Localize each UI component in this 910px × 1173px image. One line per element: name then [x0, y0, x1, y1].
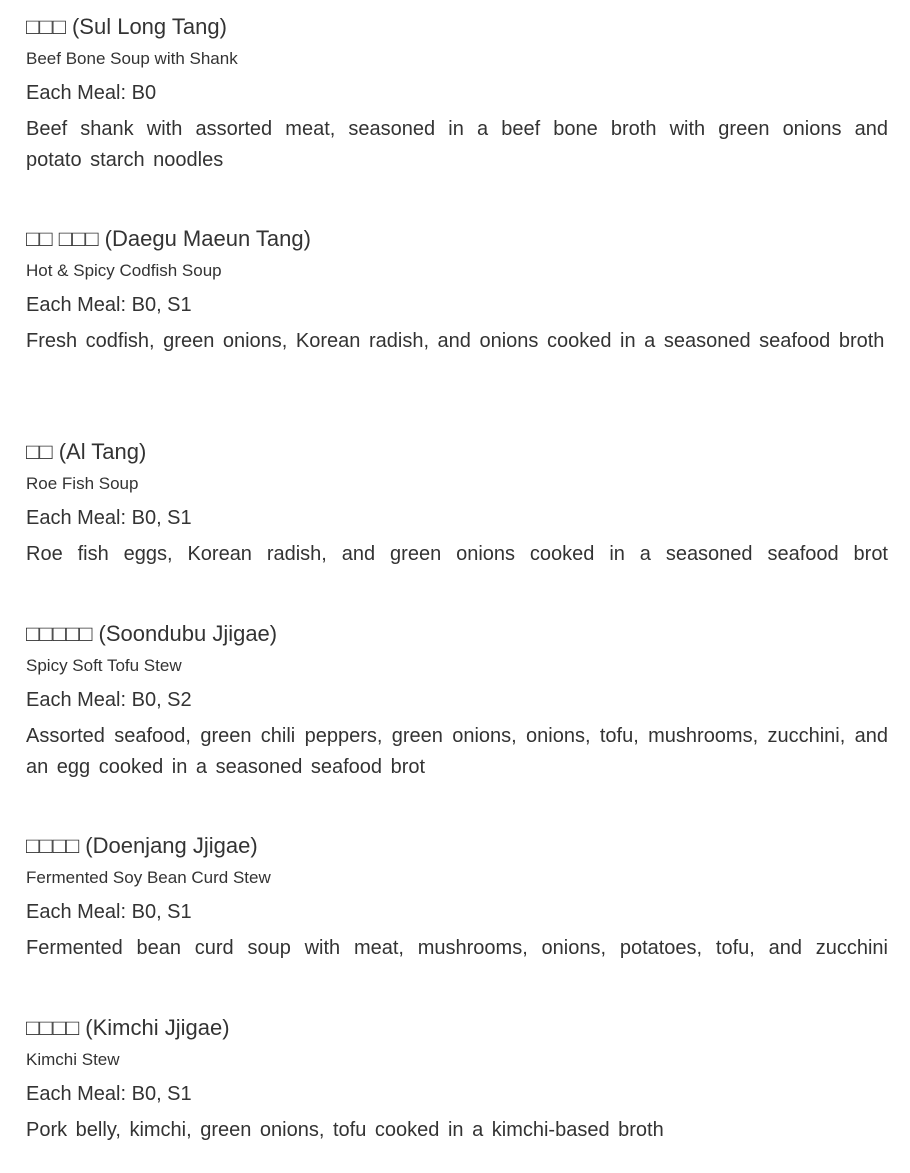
menu-item-title: □□ □□□ (Daegu Maeun Tang) — [26, 226, 311, 251]
menu-item-sul-long-tang — [26, 14, 888, 176]
menu-item-daegu-maeun-tang — [26, 226, 888, 357]
menu-item-title: □□□□ (Doenjang Jjigae) — [26, 833, 258, 858]
menu-item-title: □□ (Al Tang) — [26, 439, 147, 464]
menu-item-description: Fermented bean curd soup with meat, mushrooms, onions, potatoes, tofu, and zucchini — [26, 937, 888, 959]
menu-item-description: Assorted seafood, green chili peppers, green onions, onions, tofu, mushrooms, zucchini, and an egg cooked in a seasoned seafood brot — [26, 725, 888, 778]
menu-item-subtitle: Beef Bone Soup with Shank — [26, 49, 238, 68]
menu-item-subtitle: Roe Fish Soup — [26, 474, 139, 493]
menu-item-title: □□□□□ (Soondubu Jjigae) — [26, 621, 278, 646]
menu-item-price: Each Meal: B0 — [26, 82, 157, 104]
menu-item-price: Each Meal: B0, S1 — [26, 1083, 192, 1105]
menu-item-soondubu-jjigae — [26, 621, 888, 783]
menu-item-price: Each Meal: B0, S1 — [26, 507, 192, 529]
menu-item-subtitle: Hot & Spicy Codfish Soup — [26, 261, 222, 280]
menu-item-description: Pork belly, kimchi, green onions, tofu cooked in a kimchi-based broth — [26, 1119, 664, 1141]
menu-item-description: Fresh codfish, green onions, Korean radish, and onions cooked in a seasoned seafood broth — [26, 330, 885, 352]
menu-item-price: Each Meal: B0, S2 — [26, 689, 192, 711]
menu-item-subtitle: Fermented Soy Bean Curd Stew — [26, 868, 271, 887]
menu-item-price: Each Meal: B0, S1 — [26, 294, 192, 316]
menu-item-title: □□□□ (Kimchi Jjigae) — [26, 1015, 230, 1040]
menu-item-description: Roe fish eggs, Korean radish, and green onions cooked in a seasoned seafood brot — [26, 543, 888, 565]
menu-item-doenjang-jjigae — [26, 833, 888, 964]
menu-item-kimchi-jjigae — [26, 1015, 888, 1146]
menu-item-subtitle: Spicy Soft Tofu Stew — [26, 656, 182, 675]
menu-item-title: □□□ (Sul Long Tang) — [26, 14, 227, 39]
menu-item-al-tang — [26, 439, 888, 570]
menu-item-price: Each Meal: B0, S1 — [26, 901, 192, 923]
menu-item-description: Beef shank with assorted meat, seasoned in a beef bone broth with green onions and potato starch noodles — [26, 118, 888, 171]
menu-item-subtitle: Kimchi Stew — [26, 1050, 120, 1069]
